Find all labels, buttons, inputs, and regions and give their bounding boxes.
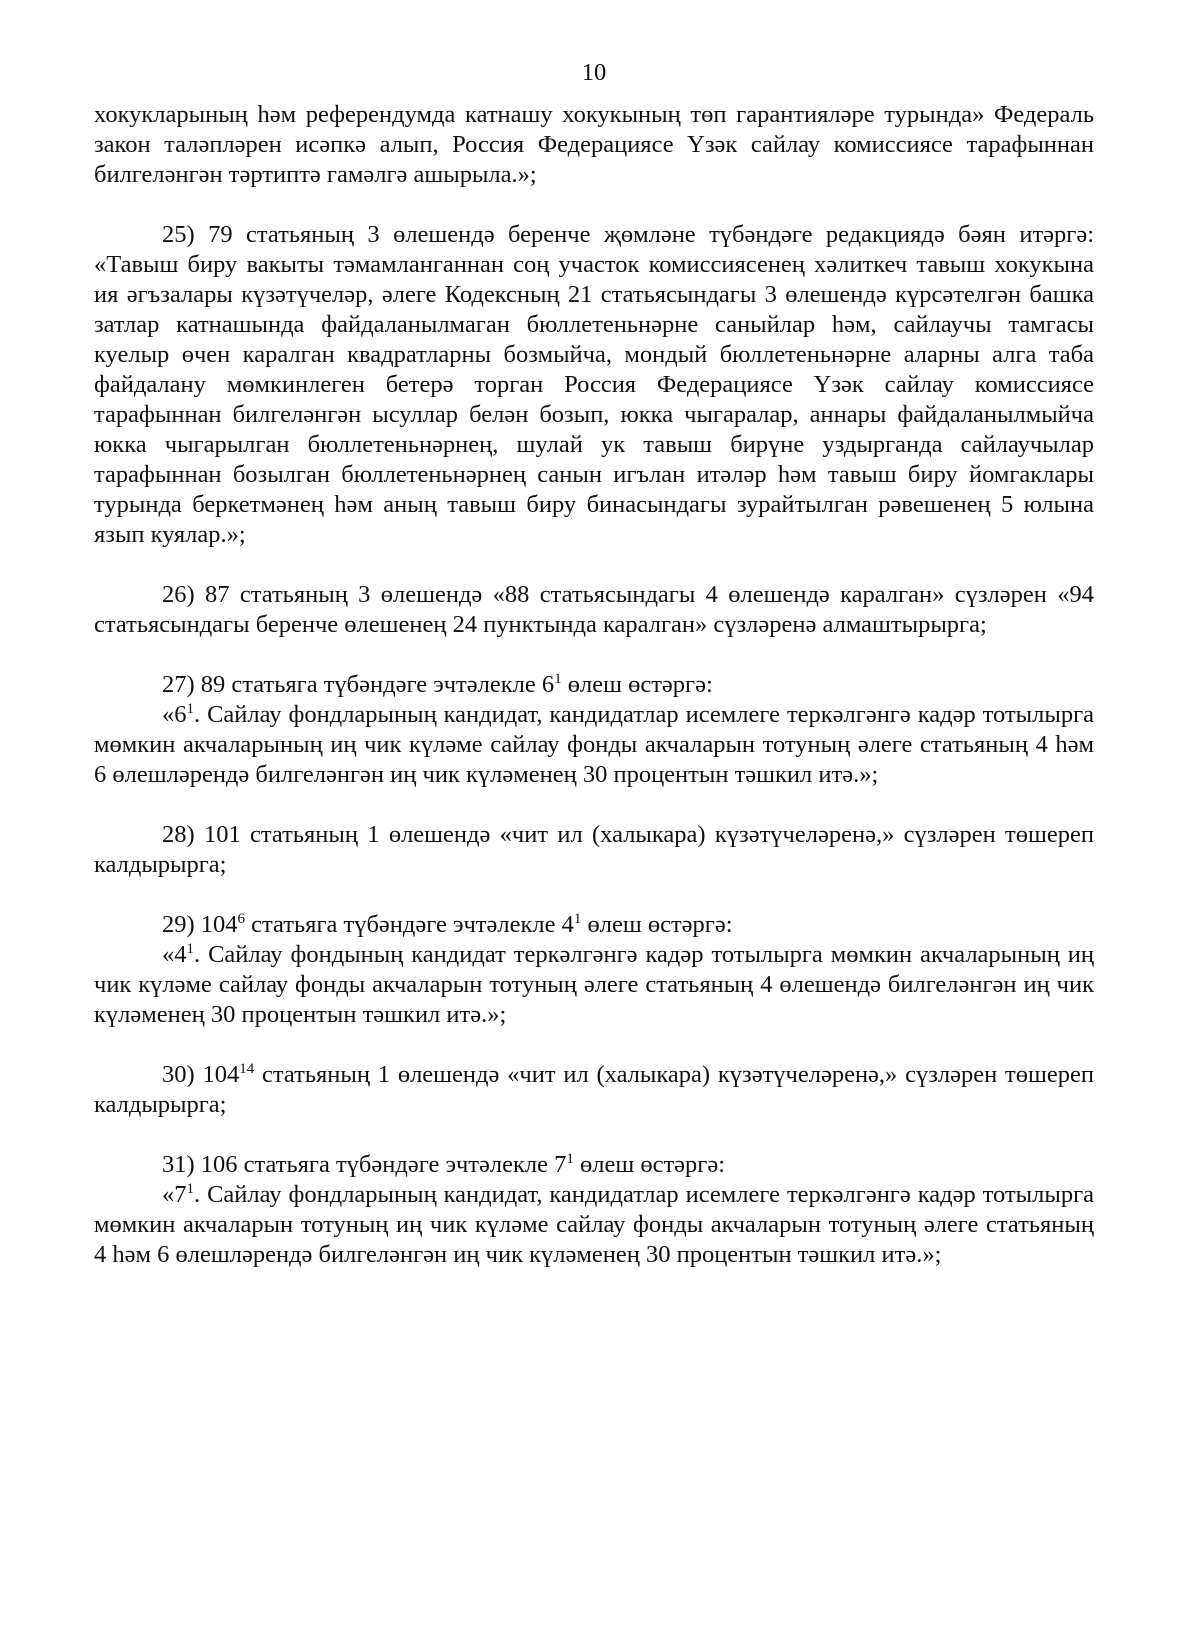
paragraph-continuation: хокукларының һәм референдумда катнашу хокукының төп гарантияләре турында» Федераль закон таләпләрен исәпкә алып, Россия Федерациясе Үзәк сайлау комиссиясе тарафыннан билгеләнгән тәртиптә гамәлгә ашырыла.»; — [94, 101, 1094, 188]
paragraph-text: статьяга түбәндәге эчтәлекле 4 — [245, 911, 574, 938]
superscript: 1 — [566, 1150, 574, 1167]
paragraph-item-29 — [94, 910, 1094, 940]
paragraph-text: «7 — [162, 1181, 187, 1208]
paragraph-text: статьяның 1 өлешендә «чит ил (халыкара) күзәтүчеләренә,» сүзләрен төшереп калдырырга; — [94, 1061, 1094, 1118]
paragraph-item-28: 28) 101 статьяның 1 өлешендә «чит ил (халыкара) күзәтүчеләренә,» сүзләрен төшереп калдырырга; — [94, 821, 1094, 878]
paragraph-text: өлеш өстәргә: — [581, 911, 733, 938]
page-number: 10 — [581, 59, 607, 86]
paragraph-item-31 — [94, 1150, 1094, 1180]
paragraph-text: өлеш өстәргә: — [561, 671, 713, 698]
superscript: 1 — [554, 670, 562, 687]
superscript: 1 — [186, 700, 194, 717]
paragraph-text: өлеш өстәргә: — [573, 1151, 726, 1178]
paragraph-text: 31) 106 статьяга түбәндәге эчтәлекле 7 — [162, 1151, 567, 1178]
paragraph-text: «4 — [162, 941, 187, 968]
paragraph-text: 30) 104 — [162, 1061, 240, 1088]
paragraph-text: . Сайлау фондларының кандидат, кандидатлар исемлеге теркәлгәнгә кадәр тотылырга мөмкин акчаларын тотуның иң чик күләме сайлау фонды акчаларын тотуның әлеге статьяның 4 һәм 6 өлешләрендә билгеләнгән иң чик күләменең 30 процентын тәшкил итә.»; — [94, 1181, 1094, 1268]
paragraph-text: . Сайлау фондының кандидат теркәлгәнгә кадәр тотылырга мөмкин акчаларының иң чик күләме сайлау фонды акчаларын тотуның әлеге статьяның 4 өлешендә билгеләнгән иң чик күләменең 30 процентын тәшкил итә.»; — [94, 941, 1094, 1028]
paragraph-item-25: 25) 79 статьяның 3 өлешендә беренче җөмләне түбәндәге редакциядә бәян итәргә: «Тавыш биру вакыты тәмамланганнан соң участок комиссиясенең хәлиткеч тавыш хокукына ия әгъзалары күзәтүчеләр, әлеге Кодексның 21 статьясындагы 3 өлешендә күрсәтелгән башка затлар катнашында файдаланылмаган бюллетеньнәрне саныйлар һәм, сайлаучы тамгасы куелыр өчен каралган квадратларны бозмыйча, мондый бюллетеньнәрне аларны алга таба файдалану мөмкинлеген бетерә торган Россия Федерациясе Үзәк сайлау комиссиясе тарафыннан билгеләнгән ысуллар белән бозып, юкка чыгаралар, аннары файдаланылмыйча юкка чыгарылган бюллетеньнәрнең, шулай ук тавыш бирүне уздырганда сайлаучылар тарафыннан бозылган бюллетеньнәрнең санын игълан итәләр һәм тавыш биру йомгаклары турында беркетмәнең һәм аның тавыш биру бинасындагы зурайтылган рәвешенең 5 юлына язып куялар.»; — [94, 221, 1094, 548]
paragraph-text: . Сайлау фондларының кандидат, кандидатлар исемлеге теркәлгәнгә кадәр тотылырга мөмкин акчаларының иң чик күләме сайлау фонды акчаларын тотуның әлеге статьяның 4 һәм 6 өлешләрендә билгеләнгән иң чик күләменең 30 процентын тәшкил итә.»; — [94, 701, 1094, 788]
superscript: 6 — [237, 910, 246, 927]
paragraph-quote-4-1 — [94, 940, 1094, 1030]
paragraph-quote-6-1 — [94, 700, 1094, 790]
document-page — [94, 58, 1094, 1270]
superscript: 1 — [573, 910, 582, 927]
superscript: 1 — [186, 1180, 194, 1197]
paragraph-item-27 — [94, 670, 1094, 700]
paragraph-text: 27) 89 статьяга түбәндәге эчтәлекле 6 — [162, 671, 555, 698]
superscript: 1 — [186, 940, 194, 957]
paragraph-item-30 — [94, 1060, 1094, 1120]
paragraph-quote-7-1 — [94, 1180, 1094, 1270]
paragraph-item-26: 26) 87 статьяның 3 өлешендә «88 статьясындагы 4 өлешендә каралган» сүзләрен «94 статьясындагы беренче өлешенең 24 пунктында каралган» сүзләренә алмаштырырга; — [94, 581, 1094, 638]
paragraph-text: «6 — [162, 701, 187, 728]
paragraph-text: 29) 104 — [162, 911, 238, 938]
superscript: 14 — [239, 1060, 255, 1077]
